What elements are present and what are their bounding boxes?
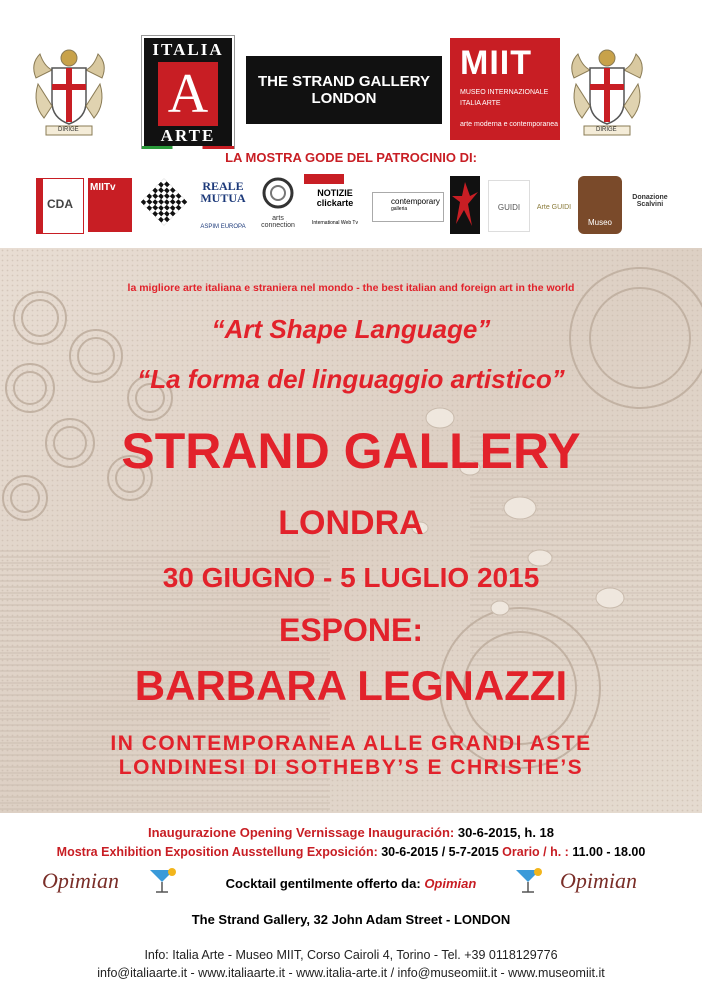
contact-line2: info@italiaarte.it - www.italiaarte.it - www.italia-arte.it / info@museomiit.it - www.museomiit.it [97,966,605,980]
strand-line2: LONDON [311,90,377,107]
contact-line1: Info: Italia Arte - Museo MIIT, Corso Cairoli 4, Torino - Tel. +39 0118129776 [144,948,558,962]
poster-city: LONDRA [278,504,424,542]
opimian-logo-right: Opimian [560,868,637,893]
sponsor-dancer [450,176,480,234]
italia-arte-logo [142,36,234,148]
crest-motto: DIRIGE [596,127,617,133]
sponsor-cda [36,178,84,234]
miit-sub1: MUSEO INTERNAZIONALE [460,89,549,96]
arts-connection-icon [261,176,295,210]
exhibition-dates: 30-6-2015 / 5-7-2015 [381,845,499,859]
miit-sub2: ITALIA ARTE [460,100,501,107]
sponsor-cda-label: CDA [47,197,73,211]
sponsor-reale-mutua-label: REALE MUTUA [200,179,246,205]
sponsor-aspim-label: ASPIM EUROPA [200,224,246,230]
italia-arte-top: ITALIA [152,40,224,59]
sponsor-arte-guidi-label: Arte GUIDI [536,204,572,211]
poster-exhibits: ESPONE: [278,612,424,648]
poster-title-en: “Art Shape Language” [211,314,491,344]
sponsor-contemporary-sub: galleria [391,206,408,212]
sponsor-scalvini-label: Donazione Scalvini [632,194,668,208]
miit-sub3: arte moderna e contemporanea [460,121,559,128]
cocktail-glass-icon [512,866,548,901]
italia-arte-bottom: ARTE [160,126,216,145]
sponsor-miitv [88,178,132,232]
sponsor-miitv-label: MIITv [90,182,116,193]
sponsor-guidi-label: GUIDI [497,203,521,212]
sponsor-scalvini [628,186,672,226]
sponsor-guidi [488,180,530,232]
cocktail-sponsor: Opimian [424,876,477,891]
sponsor-arts-label: arts connection [261,215,295,229]
exhibition-label: Mostra Exhibition Exposition Ausstellung Exposición: [56,845,378,859]
miit-title: MIIT [460,44,532,82]
opimian-logo-left: Opimian [42,868,119,893]
sponsor-notizie [304,174,366,236]
opening-value: 30-6-2015, h. 18 [457,825,555,840]
italia-arte-letter: A [158,62,218,126]
poster-note-line1: IN CONTEMPORANEA ALLE GRANDI ASTE [110,732,592,755]
exhibition-line [0,845,702,859]
sponsor-notizie-label: NOTIZIE clickarte [316,188,354,208]
sponsor-museo [578,176,622,234]
hours-label: Orario / h. : [502,845,569,859]
sponsor-arte-guidi [534,178,574,232]
dancer-icon [450,176,480,234]
address-line: The Strand Gallery, 32 John Adam Street - LONDON [191,912,511,927]
poster-artist: BARBARA LEGNAZZI [134,662,568,709]
poster-dates: 30 GIUGNO - 5 LUGLIO 2015 [162,562,540,593]
poster-title-it: “La forma del linguaggio artistico” [137,364,565,394]
sponsor-contemporary [372,192,444,222]
poster-gallery: STRAND GALLERY [121,423,581,479]
strand-gallery-logo [246,56,442,124]
opening-label: Inaugurazione Opening Vernissage Inauguración: [147,825,455,840]
crest-motto: DIRIGE [58,127,79,133]
hours-value: 11.00 - 18.00 [572,845,646,859]
strand-line1: THE STRAND GALLERY [258,73,430,90]
sponsor-reale-mutua [194,180,252,234]
sponsor-contemporary-label: contemporary [391,197,440,206]
cocktail-text: Cocktail gentilmente offerto da: [225,876,421,891]
sponsor-notizie-sub: International Web Tv [312,220,358,226]
miit-logo [450,38,560,140]
italian-flag-stripe [142,146,234,149]
sponsor-arts-connection [258,176,298,236]
artwork-background [0,248,702,813]
opening-line [0,825,702,840]
crest-right [566,44,648,140]
poster-note-line2: LONDINESI DI SOTHEBY’S E CHRISTIE’S [118,756,584,779]
patronage-title: LA MOSTRA GODE DEL PATROCINIO DI: [225,150,477,165]
sponsor-museo-label: Museo [587,218,612,227]
sponsor-checkerboard [141,179,188,226]
crest-left [28,44,110,140]
sponsor-row [0,170,702,240]
poster-tagline: la migliore arte italiana e straniera nel mondo - the best italian and foreign art in the world [127,282,575,294]
